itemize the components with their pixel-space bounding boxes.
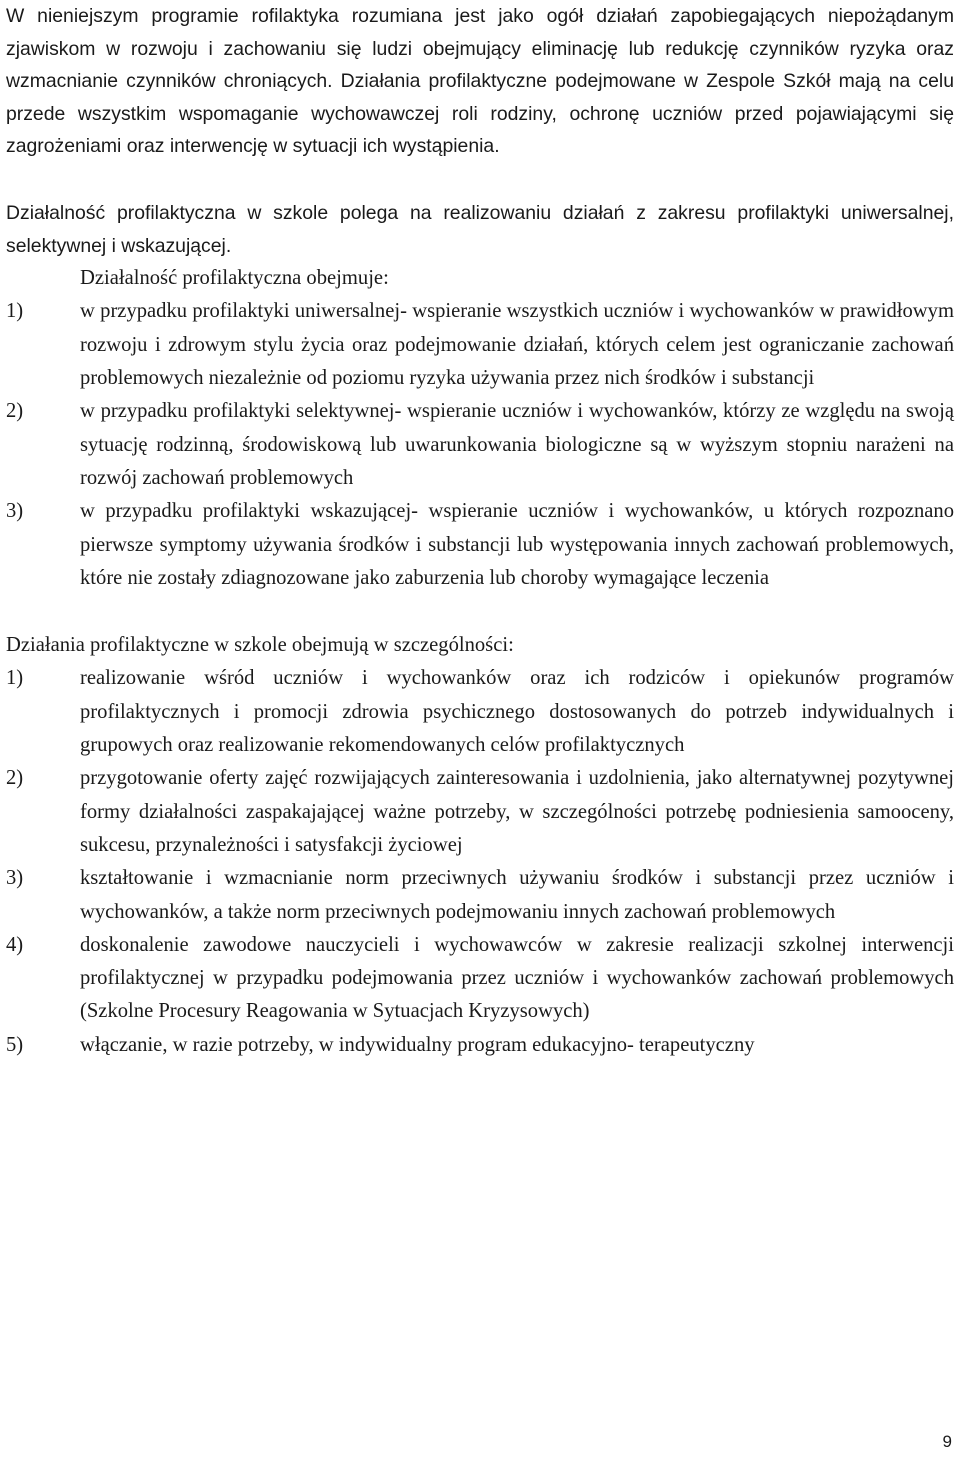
- list-item: [6, 1029, 954, 1062]
- intro-paragraph: W nieniejszym programie rofilaktyka rozumiana jest jako ogół działań zapobiegających niepożądanym zjawiskom w rozwoju i zachowaniu się ludzi obejmujący eliminację lub redukcję czynników ryzyka oraz wzmacnianie czynników chroniących. Działania profilaktyczne podejmowane w Zespole Szkół mają na celu przede wszystkim wspomaganie wychowawczej roli rodziny, ochronę uczniów przed pojawiającymi się zagrożeniami oraz interwencję w sytuacji ich wystąpienia.: [6, 5, 954, 158]
- list-item: [6, 295, 954, 395]
- list-item-text: kształtowanie i wzmacnianie norm przeciwnych używaniu środków i substancji przez uczniów i wychowanków, a także norm przeciwnych podejmowaniu innych zachowań problemowych: [80, 867, 954, 923]
- list-item: [6, 495, 954, 595]
- list-item-number: 3): [6, 500, 24, 523]
- list-item-number: 1): [6, 667, 24, 690]
- list-item-number: 1): [6, 300, 24, 323]
- list-item: [6, 929, 954, 1029]
- list-item: [6, 762, 954, 862]
- list-item-number: 4): [6, 933, 24, 956]
- list-item-number: 2): [6, 767, 24, 790]
- actions-list: [6, 662, 954, 1062]
- list-item: [6, 395, 954, 495]
- list-item-text: doskonalenie zawodowe nauczycieli i wychowawców w zakresie realizacji szkolnej interwencji profilaktycznej w przypadku podejmowania przez uczniów i wychowanków zachowań problemowych (Szkolne Procesury Reagowania w Sytuacjach Kryzysowych): [80, 933, 954, 1023]
- activity-lead: Działalność profilaktyczna obejmuje:: [80, 267, 389, 290]
- list-item-text: w przypadku profilaktyki wskazującej- wspieranie uczniów i wychowanków, u których rozpoznano pierwsze symptomy używania środków i substancji lub występowania innych zachowań problemowych, które nie zostały zdiagnozowane jako zaburzenia lub choroby wymagające leczenia: [80, 500, 954, 589]
- list-item-text: przygotowanie oferty zajęć rozwijających zainteresowania i uzdolnienia, jako alternatywnej pozytywnej formy działalności zaspakajającej ważne potrzeby, w szczególności potrzebę podniesienia samooceny, sukcesu, przynależności i satysfakcji życiowej: [80, 767, 954, 856]
- list-item: [6, 662, 954, 762]
- document-page: [6, 0, 954, 1062]
- actions-heading: Działania profilaktyczne w szkole obejmują w szczególności:: [6, 634, 514, 657]
- list-item: [6, 862, 954, 929]
- list-item-number: 2): [6, 400, 24, 423]
- activity-list: [6, 295, 954, 595]
- page-number: 9: [942, 1432, 952, 1451]
- list-item-text: włączanie, w razie potrzeby, w indywidualny program edukacyjno- terapeutyczny: [80, 1033, 755, 1056]
- activity-paragraph: Działalność profilaktyczna w szkole polega na realizowaniu działań z zakresu profilaktyki uniwersalnej, selektywnej i wskazującej.: [6, 201, 954, 257]
- list-item-text: w przypadku profilaktyki uniwersalnej- wspieranie wszystkich uczniów i wychowanków w prawidłowym rozwoju i zdrowym stylu życia oraz podejmowanie działań, których celem jest ograniczanie zachowań problemowych niezależnie od poziomu ryzyka używania przez nich środków i substancji: [80, 300, 954, 390]
- list-item-text: realizowanie wśród uczniów i wychowanków oraz ich rodziców i opiekunów programów profilaktycznych i promocji zdrowia psychicznego dostosowanych do potrzeb indywidualnych i grupowych oraz realizowanie rekomendowanych celów profilaktycznych: [80, 667, 954, 757]
- list-item-number: 5): [6, 1033, 24, 1056]
- list-item-text: w przypadku profilaktyki selektywnej- wspieranie uczniów i wychowanków, którzy ze względu na swoją sytuację rodzinną, środowiskową lub uwarunkowania biologiczne są w wyższym stopniu narażeni na rozwój zachowań problemowych: [80, 400, 954, 489]
- list-item-number: 3): [6, 867, 24, 890]
